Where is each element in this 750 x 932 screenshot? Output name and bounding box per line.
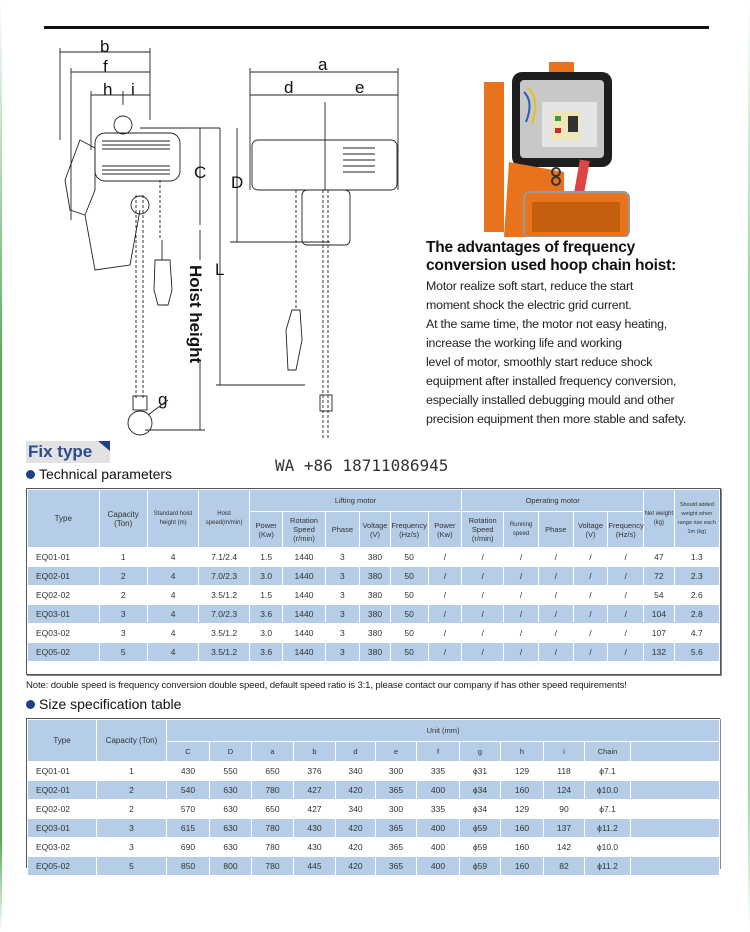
table-cell: EQ03-01 — [28, 819, 97, 838]
table-cell: 300 — [376, 800, 417, 819]
table-cell: 2 — [99, 567, 147, 586]
size-specification-table — [26, 718, 720, 871]
advantages-line: equipment after installed frequency conversion, — [426, 374, 677, 388]
th-size-col: e — [376, 742, 417, 762]
table-cell: 4 — [147, 548, 199, 567]
table-cell: / — [428, 624, 462, 643]
table-cell: EQ02-01 — [28, 781, 97, 800]
table-cell: / — [573, 567, 608, 586]
top-rule — [44, 26, 709, 29]
table-cell: 335 — [417, 762, 460, 781]
dim-label-f: f — [103, 57, 108, 76]
table-row — [28, 857, 720, 876]
table-cell: ϕ31 — [460, 762, 501, 781]
advantages-line: At the same time, the motor not easy heating, — [426, 317, 668, 331]
table-cell: 50 — [390, 567, 428, 586]
table-cell: 335 — [417, 800, 460, 819]
table-cell: 400 — [417, 857, 460, 876]
table-cell: 400 — [417, 781, 460, 800]
table-cell: EQ02-01 — [28, 567, 100, 586]
th-size-col: D — [210, 742, 252, 762]
table-cell: EQ02-02 — [28, 800, 97, 819]
table-cell: 1 — [99, 548, 147, 567]
table-cell: / — [538, 643, 573, 662]
table-cell: 2 — [97, 781, 167, 800]
table-cell: ϕ34 — [460, 800, 501, 819]
table-cell: ϕ7.1 — [585, 800, 631, 819]
size-specification-label: Size specification table — [39, 696, 182, 712]
table-cell: 800 — [210, 857, 252, 876]
th-op-running-speed: Running speed — [504, 512, 539, 548]
table-cell: / — [462, 605, 504, 624]
table-cell: 7.1/2.4 — [199, 548, 249, 567]
table-cell: 570 — [167, 800, 210, 819]
table-cell: 690 — [167, 838, 210, 857]
advantages-line: Motor realize soft start, reduce the start — [426, 279, 634, 293]
th-lift-frequency: Frequency (Hz/s) — [390, 512, 428, 548]
table-cell: 380 — [360, 567, 390, 586]
table-cell: / — [504, 586, 539, 605]
table-cell: 780 — [252, 838, 294, 857]
table-row — [28, 838, 720, 857]
hoist-photo — [484, 62, 634, 237]
table-row — [28, 781, 720, 800]
hoist-dimension-diagram — [40, 30, 420, 450]
advantages-body — [426, 277, 726, 429]
th-op-phase: Phase — [538, 512, 573, 548]
table-cell: 780 — [252, 819, 294, 838]
table-cell: ϕ59 — [460, 819, 501, 838]
table-cell: ϕ10.0 — [585, 838, 631, 857]
table-cell: / — [428, 586, 462, 605]
table-cell: 3 — [97, 838, 167, 857]
table-cell: / — [428, 567, 462, 586]
table-cell: / — [608, 624, 644, 643]
table-cell: 4 — [147, 586, 199, 605]
table-cell: EQ01-01 — [28, 762, 97, 781]
dim-label-C: C — [194, 163, 207, 182]
th-size-col: a — [252, 742, 294, 762]
table-cell: / — [538, 586, 573, 605]
th-size-col: h — [501, 742, 544, 762]
table-cell: / — [538, 567, 573, 586]
table-cell: 118 — [544, 762, 585, 781]
th-size-col: g — [460, 742, 501, 762]
table-cell: / — [504, 624, 539, 643]
table-cell: 54 — [644, 586, 674, 605]
table-cell: 420 — [336, 819, 376, 838]
table-cell: / — [608, 567, 644, 586]
speed-note: Note: double speed is frequency conversion double speed, default speed ratio is 3:1, please contact our company if has other speed requirements! — [26, 680, 627, 691]
dim-label-g: g — [158, 390, 168, 409]
table-cell: ϕ11.2 — [585, 857, 631, 876]
table-cell: 427 — [294, 781, 336, 800]
table-cell: / — [462, 548, 504, 567]
table-cell: 365 — [376, 838, 417, 857]
table-cell: 5 — [97, 857, 167, 876]
table-cell: 630 — [210, 819, 252, 838]
table-cell: 160 — [501, 857, 544, 876]
table-cell: 615 — [167, 819, 210, 838]
table-cell: EQ02-02 — [28, 586, 100, 605]
table-cell: 132 — [644, 643, 674, 662]
th-added-weight: Should added weight when range rise each 1m (kg) — [674, 490, 719, 548]
table-cell: / — [462, 643, 504, 662]
th-net-weight: Net weight (kg) — [644, 490, 674, 548]
table-cell: ϕ11.2 — [585, 819, 631, 838]
table-cell: 3.5/1.2 — [199, 643, 249, 662]
table-cell: 430 — [167, 762, 210, 781]
table-cell: 1.5 — [249, 548, 283, 567]
table-cell: / — [462, 586, 504, 605]
dim-label-L: L — [215, 260, 225, 279]
table-cell: / — [428, 643, 462, 662]
th-lift-phase: Phase — [325, 512, 360, 548]
table-cell: 5 — [99, 643, 147, 662]
table-cell: 380 — [360, 548, 390, 567]
table-cell: / — [462, 624, 504, 643]
th-op-frequency: Frequency (Hz/s) — [608, 512, 644, 548]
table-cell: 376 — [294, 762, 336, 781]
table-cell: 630 — [210, 781, 252, 800]
table-cell: 7.0/2.3 — [199, 605, 249, 624]
table-cell: 50 — [390, 586, 428, 605]
th-lift-power: Power (Kw) — [249, 512, 283, 548]
table-cell: ϕ59 — [460, 838, 501, 857]
size-specification-heading — [26, 696, 181, 712]
hoist-height-label: Hoist height — [186, 265, 205, 364]
technical-parameters-heading — [26, 466, 172, 482]
table-cell: 3 — [325, 548, 360, 567]
table-cell: / — [538, 605, 573, 624]
contact-number: WA +86 18711086945 — [275, 456, 449, 475]
table-cell: 1 — [97, 762, 167, 781]
table-cell: 90 — [544, 800, 585, 819]
advantages-line: precision equipment then more stable and safety. — [426, 412, 687, 426]
table-cell: 3 — [325, 567, 360, 586]
table-cell-blank — [631, 781, 720, 800]
table-cell: 1440 — [283, 605, 325, 624]
table-cell: 420 — [336, 781, 376, 800]
dim-label-h: h — [103, 80, 113, 99]
table-cell: 365 — [376, 857, 417, 876]
table-cell: EQ03-02 — [28, 838, 97, 857]
table-cell: 380 — [360, 586, 390, 605]
table-cell: EQ05-02 — [28, 857, 97, 876]
table-cell: 3 — [99, 605, 147, 624]
bullet-icon — [26, 700, 35, 709]
table-cell: 340 — [336, 800, 376, 819]
table-cell: / — [573, 586, 608, 605]
table-cell: 650 — [252, 762, 294, 781]
th-op-rotation: Rotation Speed (r/min) — [462, 512, 504, 548]
advantages-line: moment shock the electric grid current. — [426, 298, 632, 312]
table-cell: ϕ10.0 — [585, 781, 631, 800]
table-cell: 160 — [501, 819, 544, 838]
table-row — [28, 624, 720, 643]
th-lifting-motor: Lifting motor — [249, 490, 461, 512]
table-cell-blank — [631, 819, 720, 838]
table-cell: 3.5/1.2 — [199, 586, 249, 605]
table-cell: 129 — [501, 762, 544, 781]
th-size-col: b — [294, 742, 336, 762]
th-hoist-speed: Hoist speed(m/min) — [199, 490, 249, 548]
table-cell: 160 — [501, 781, 544, 800]
th-lift-voltage: Voltage (V) — [360, 512, 390, 548]
table-cell: 72 — [644, 567, 674, 586]
table-cell: EQ01-01 — [28, 548, 100, 567]
table-cell: 1440 — [283, 643, 325, 662]
table-cell: 137 — [544, 819, 585, 838]
table-cell: ϕ59 — [460, 857, 501, 876]
table-cell: 160 — [501, 838, 544, 857]
table-cell: 142 — [544, 838, 585, 857]
table-cell: / — [573, 548, 608, 567]
table-cell: 3.6 — [249, 605, 283, 624]
table-cell: ϕ34 — [460, 781, 501, 800]
dim-label-i: i — [131, 80, 135, 99]
table-cell: / — [608, 643, 644, 662]
th-size-col: Chain — [585, 742, 631, 762]
technical-parameters-label: Technical parameters — [39, 466, 173, 482]
table-cell: / — [573, 605, 608, 624]
table-cell: EQ03-02 — [28, 624, 100, 643]
advantages-title — [426, 239, 726, 275]
th-standard-height: Standard hoist height (m) — [147, 490, 199, 548]
table-cell: / — [504, 643, 539, 662]
table-cell: / — [538, 548, 573, 567]
table-cell: 2.3 — [674, 567, 719, 586]
table-cell: 3.5/1.2 — [199, 624, 249, 643]
table-cell: 1440 — [283, 586, 325, 605]
table-cell: 3 — [97, 819, 167, 838]
table-row — [28, 586, 720, 605]
bullet-icon — [26, 470, 35, 479]
table-row — [28, 800, 720, 819]
advantages-line: especially installed debugging mould and other — [426, 393, 675, 407]
table-cell: 4 — [147, 643, 199, 662]
table-cell: / — [573, 643, 608, 662]
th-size-col: d — [336, 742, 376, 762]
th-unit-mm: Unit (mm) — [167, 720, 720, 742]
corner-triangle-icon — [98, 441, 110, 451]
table-cell: / — [462, 567, 504, 586]
advantages-section — [426, 239, 726, 429]
table-cell: 365 — [376, 781, 417, 800]
table-cell: 3.6 — [249, 643, 283, 662]
th-operating-motor: Operating motor — [462, 490, 644, 512]
th-size-col: C — [167, 742, 210, 762]
table-cell: 2.8 — [674, 605, 719, 624]
table-cell: 780 — [252, 781, 294, 800]
table-cell: 4 — [147, 567, 199, 586]
table-cell: 850 — [167, 857, 210, 876]
table-cell: 340 — [336, 762, 376, 781]
th-size-blank — [631, 742, 720, 762]
table-cell: 300 — [376, 762, 417, 781]
table-cell: 50 — [390, 643, 428, 662]
table-cell: / — [608, 548, 644, 567]
table-cell: 3 — [325, 605, 360, 624]
table-cell-blank — [631, 800, 720, 819]
table-cell: / — [608, 586, 644, 605]
table-cell: 5.6 — [674, 643, 719, 662]
table-cell: 1.5 — [249, 586, 283, 605]
table-cell: 2 — [99, 586, 147, 605]
table-cell: / — [538, 624, 573, 643]
table-cell: 3 — [325, 624, 360, 643]
dim-label-a: a — [318, 55, 328, 74]
table-cell: / — [573, 624, 608, 643]
table-cell: 630 — [210, 800, 252, 819]
table-cell-blank — [631, 838, 720, 857]
table-cell: 420 — [336, 838, 376, 857]
table-cell-blank — [631, 857, 720, 876]
table-cell: 780 — [252, 857, 294, 876]
table-cell-blank — [631, 762, 720, 781]
dim-label-D: D — [231, 173, 244, 192]
table-cell: 129 — [501, 800, 544, 819]
table-cell: / — [504, 605, 539, 624]
table-cell: 2.6 — [674, 586, 719, 605]
th-size-capacity: Capacity (Ton) — [97, 720, 167, 762]
table-cell: 540 — [167, 781, 210, 800]
fix-type-badge — [26, 441, 110, 463]
table-cell: 4 — [147, 624, 199, 643]
table-cell: 630 — [210, 838, 252, 857]
table-cell: 427 — [294, 800, 336, 819]
table-cell: 430 — [294, 838, 336, 857]
table-cell: / — [428, 605, 462, 624]
table-cell: EQ05-02 — [28, 643, 100, 662]
table-cell: 2 — [97, 800, 167, 819]
table-cell: 380 — [360, 624, 390, 643]
table-cell: 400 — [417, 838, 460, 857]
table-cell: 4 — [147, 605, 199, 624]
advantages-line: increase the working life and working — [426, 336, 622, 350]
table-cell: 3 — [99, 624, 147, 643]
table-cell: 1440 — [283, 567, 325, 586]
table-cell: 650 — [252, 800, 294, 819]
th-lift-rotation: Rotation Speed (r/min) — [283, 512, 325, 548]
th-op-power: Power (Kw) — [428, 512, 462, 548]
table-cell: 1440 — [283, 624, 325, 643]
dim-label-b: b — [100, 37, 110, 56]
table-cell: 107 — [644, 624, 674, 643]
table-cell: 400 — [417, 819, 460, 838]
advantages-title-line-1: The advantages of frequency — [426, 239, 636, 256]
table-row — [28, 567, 720, 586]
table-cell: / — [428, 548, 462, 567]
table-cell: 50 — [390, 605, 428, 624]
table-cell: 550 — [210, 762, 252, 781]
th-size-col: f — [417, 742, 460, 762]
dim-label-e: e — [355, 78, 365, 97]
table-cell: 47 — [644, 548, 674, 567]
table-cell: EQ03-01 — [28, 605, 100, 624]
table-cell: 445 — [294, 857, 336, 876]
table-cell: 1.3 — [674, 548, 719, 567]
th-type: Type — [28, 490, 100, 548]
table-cell: 380 — [360, 605, 390, 624]
table-cell: 104 — [644, 605, 674, 624]
table-cell: 4.7 — [674, 624, 719, 643]
table-cell: 430 — [294, 819, 336, 838]
table-cell: 124 — [544, 781, 585, 800]
table-cell: 82 — [544, 857, 585, 876]
table-cell: 1440 — [283, 548, 325, 567]
table-cell: 50 — [390, 624, 428, 643]
table-cell: ϕ7.1 — [585, 762, 631, 781]
table-row — [28, 605, 720, 624]
table-row — [28, 762, 720, 781]
table-cell: 420 — [336, 857, 376, 876]
table-cell: 50 — [390, 548, 428, 567]
table-cell: 3 — [325, 643, 360, 662]
table-cell: / — [504, 567, 539, 586]
technical-parameters-table — [26, 488, 721, 675]
th-size-col: i — [544, 742, 585, 762]
table-cell: 3.0 — [249, 624, 283, 643]
table-cell: 3.0 — [249, 567, 283, 586]
dim-label-d: d — [284, 78, 294, 97]
table-cell: / — [608, 605, 644, 624]
advantages-line: level of motor, smoothly start reduce shock — [426, 355, 653, 369]
table-row — [28, 548, 720, 567]
page-edge-left — [0, 0, 2, 932]
table-cell: 365 — [376, 819, 417, 838]
th-capacity: Capacity (Ton) — [99, 490, 147, 548]
advantages-title-line-2: conversion used hoop chain hoist: — [426, 257, 677, 274]
table-row — [28, 643, 720, 662]
table-cell: 3 — [325, 586, 360, 605]
table-cell: 380 — [360, 643, 390, 662]
table-cell: 7.0/2.3 — [199, 567, 249, 586]
fix-type-label: Fix type — [28, 442, 93, 461]
th-size-type: Type — [28, 720, 97, 762]
th-op-voltage: Voltage (V) — [573, 512, 608, 548]
table-cell: / — [504, 548, 539, 567]
table-row — [28, 819, 720, 838]
